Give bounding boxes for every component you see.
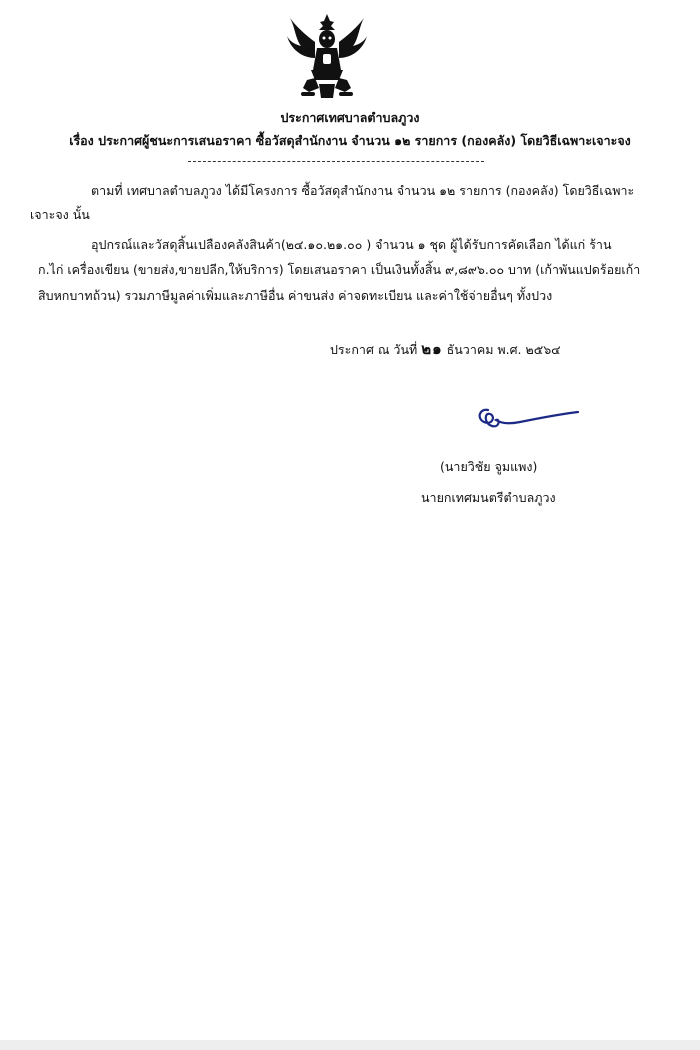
body-line-3: อุปกรณ์และวัสดุสิ้นเปลืองคลังสินค้า(๒๔.๑๐.๒๑.๐๐ ) จำนวน ๑ ชุด ผู้ได้รับการคัดเลือก ได้แก่ ร้าน xyxy=(91,237,612,252)
announce-prefix: ประกาศ ณ วันที่ xyxy=(330,342,418,357)
signatory-position: นายกเทศมนตรีตำบลภูวง xyxy=(421,490,556,505)
body-line-4: ก.ไก่ เครื่องเขียน (ขายส่ง,ขายปลีก,ให้บริการ) โดยเสนอราคา เป็นเงินทั้งสิ้น ๙,๘๙๖.๐๐ บาท (เก้าพันแปดร้อยเก้า xyxy=(38,262,641,277)
signatory-name: (นายวิชัย จูมแพง) xyxy=(440,459,538,474)
body-line-2: เจาะจง นั้น xyxy=(30,207,90,222)
announce-date xyxy=(330,341,561,358)
garuda-emblem-icon xyxy=(285,12,369,102)
announce-day: ๒๑ xyxy=(421,340,443,358)
page-bottom-edge xyxy=(0,1040,700,1050)
announce-month-year: ธันวาคม พ.ศ. ๒๕๖๔ xyxy=(446,342,561,357)
separator-line xyxy=(188,161,484,162)
document-subject: เรื่อง ประกาศผู้ชนะการเสนอราคา ซื้อวัสดุสำนักงาน จำนวน ๑๒ รายการ (กองคลัง) โดยวิธีเฉพาะเจาะจง xyxy=(69,133,631,148)
body-line-1: ตามที่ เทศบาลตำบลภูวง ได้มีโครงการ ซื้อวัสดุสำนักงาน จำนวน ๑๒ รายการ (กองคลัง) โดยวิธีเฉพาะ xyxy=(91,183,635,198)
signature-icon xyxy=(470,398,580,438)
body-line-5: สิบหกบาทถ้วน) รวมภาษีมูลค่าเพิ่มและภาษีอื่น ค่าขนส่ง ค่าจดทะเบียน และค่าใช้จ่ายอื่นๆ ทั้งปวง xyxy=(38,288,553,303)
document-org-title: ประกาศเทศบาลตำบลภูวง xyxy=(280,110,420,125)
